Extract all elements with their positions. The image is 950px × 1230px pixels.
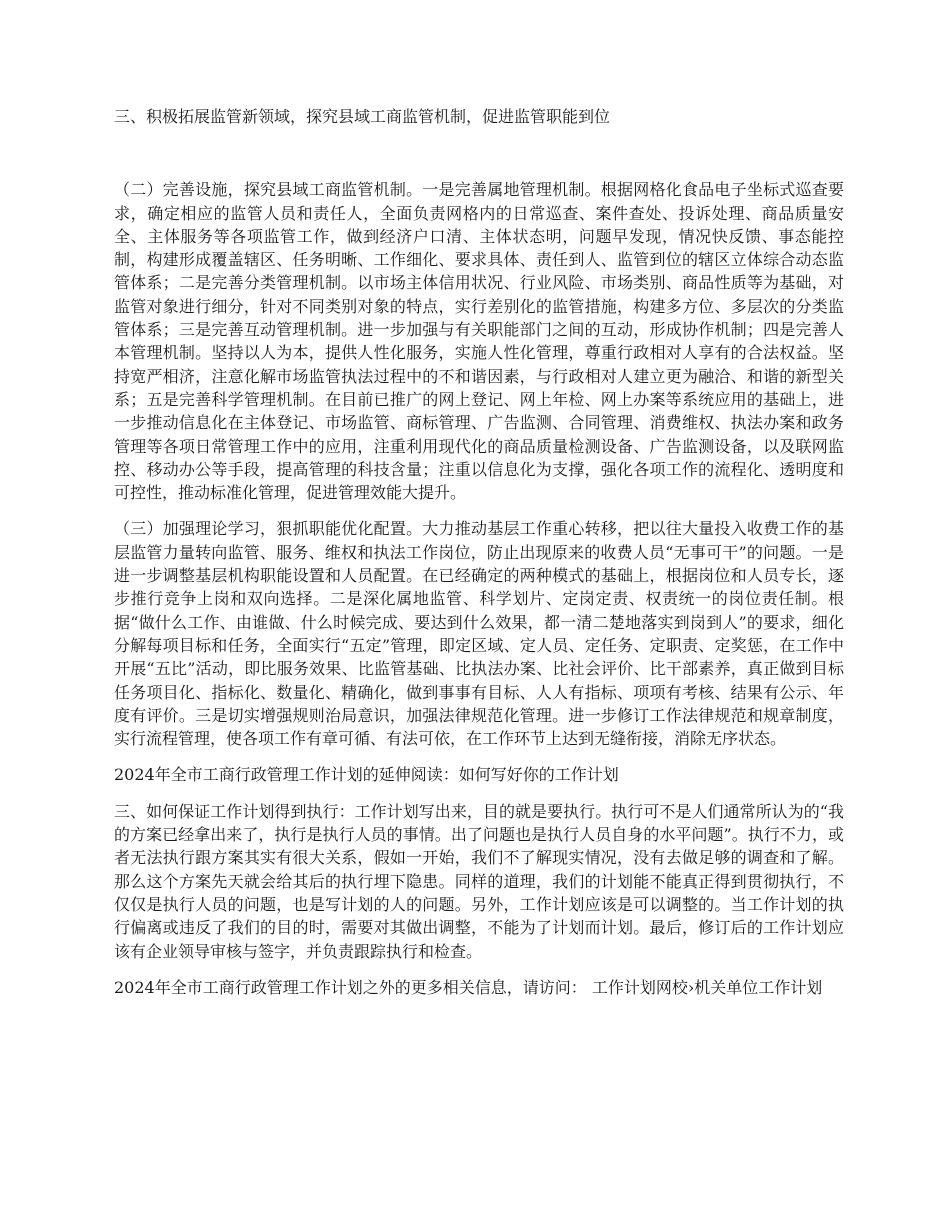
document-body	[114, 105, 844, 1012]
link-agency-work-plan[interactable]: 机关单位工作计划	[694, 977, 823, 997]
section-heading: 三、积极拓展监管新领域，探究县域工商监管机制，促进监管职能到位	[114, 107, 611, 126]
paragraph-improve-facilities: （二）完善设施，探究县域工商监管机制。一是完善属地管理机制。根据网格化食品电子坐标式巡查要求，确定相应的监管人员和责任人，全面负责网格内的日常巡查、案件查处、投诉处理、商品质量安全、主体服务等各项监管工作，做到经济户口清、主体状态明，问题早发现，情况快反馈、事态能控制，构建形成覆盖辖区、任务明晰、工作细化、要求具体、责任到人、监管到位的辖区立体综合动态监管体系；二是完善分类管理机制。以市场主体信用状况、行业风险、市场类别、商品性质等为基础，对监管对象进行细分，针对不同类别对象的特点，实行差别化的监管措施，构建多方位、多层次的分类监管体系；三是完善互动管理机制。进一步加强与有关职能部门之间的互动，形成协作机制；四是完善人本管理机制。坚持以人为本，提供人性化服务，实施人性化管理，尊重行政相对人享有的合法权益。坚持宽严相济，注意化解市场监管执法过程中的不和谐因素，与行政相对人建立更为融洽、和谐的新型关系；五是完善科学管理机制。在目前已推广的网上登记、网上年检、网上办案等系统应用的基础上，进一步推动信息化在主体登记、市场监管、商标管理、广告监测、合同管理、消费维权、执法办案和政务管理等各项日常管理工作中的应用，注重利用现代化的商品质量检测设备、广告监测设备，以及联网监控、移动办公等手段，提高管理的科技含量；注重以信息化为支撑，强化各项工作的流程化、透明度和可控性，推动标准化管理，促进管理效能大提升。	[114, 180, 844, 503]
paragraph-strengthen-theory: （三）加强理论学习，狠抓职能优化配置。大力推动基层工作重心转移，把以往大量投入收费工作的基层监管力量转向监管、服务、维权和执法工作岗位，防止出现原来的收费人员“无事可干”的问题。一是进一步调整基层机构职能设置和人员配置。在已经确定的两种模式的基础上，根据岗位和人员专长，逐步推行竞争上岗和双向选择。二是深化属地监管、科学划片、定岗定责、权责统一的岗位责任制。根据“做什么工作、由谁做、什么时候完成、要达到什么效果，都一清二楚地落实到岗到人”的要求，细化分解每项目标和任务，全面实行“五定”管理，即定区域、定人员、定任务、定职责、定奖惩，在工作中开展“五比”活动，即比服务效果、比监管基础、比执法办案、比社会评价、比干部素养，真正做到目标任务项目化、指标化、数量化、精确化，做到事事有目标、人人有指标、项项有考核、结果有公示、年度有评价。三是切实增强规则治局意识，加强法律规范化管理。进一步修订工作法律规范和规章制度，实行流程管理，使各项工作有章可循、有法可依，在工作环节上达到无缝衔接，消除无序状态。	[114, 519, 844, 749]
related-info-prefix: 2024年全市工商行政管理工作计划之外的更多相关信息，请访问：	[114, 977, 587, 997]
link-work-plan-school[interactable]: 工作计划网校	[591, 977, 688, 997]
breadcrumb-separator: ›	[687, 977, 695, 997]
related-info-line	[114, 976, 844, 999]
extended-reading-title: 2024年全市工商行政管理工作计划的延伸阅读：如何写好你的工作计划	[114, 765, 619, 785]
paragraph-execution: 三、如何保证工作计划得到执行：工作计划写出来，目的就是要执行。执行可不是人们通常所认为的“我的方案已经拿出来了，执行是执行人员的事情。出了问题也是执行人员自身的水平问题”。执行不力，或者无法执行跟方案其实有很大关系，假如一开始，我们不了解现实情况，没有去做足够的调查和了解。那么这个方案先天就会给其后的执行埋下隐患。同样的道理，我们的计划能不能真正得到贯彻执行，不仅仅是执行人员的问题，也是写计划的人的问题。另外，工作计划应该是可以调整的。当工作计划的执行偏离或违反了我们的目的时，需要对其做出调整，不能为了计划而计划。最后，修订后的工作计划应该有企业领导审核与签字，并负责跟踪执行和检查。	[114, 801, 844, 961]
